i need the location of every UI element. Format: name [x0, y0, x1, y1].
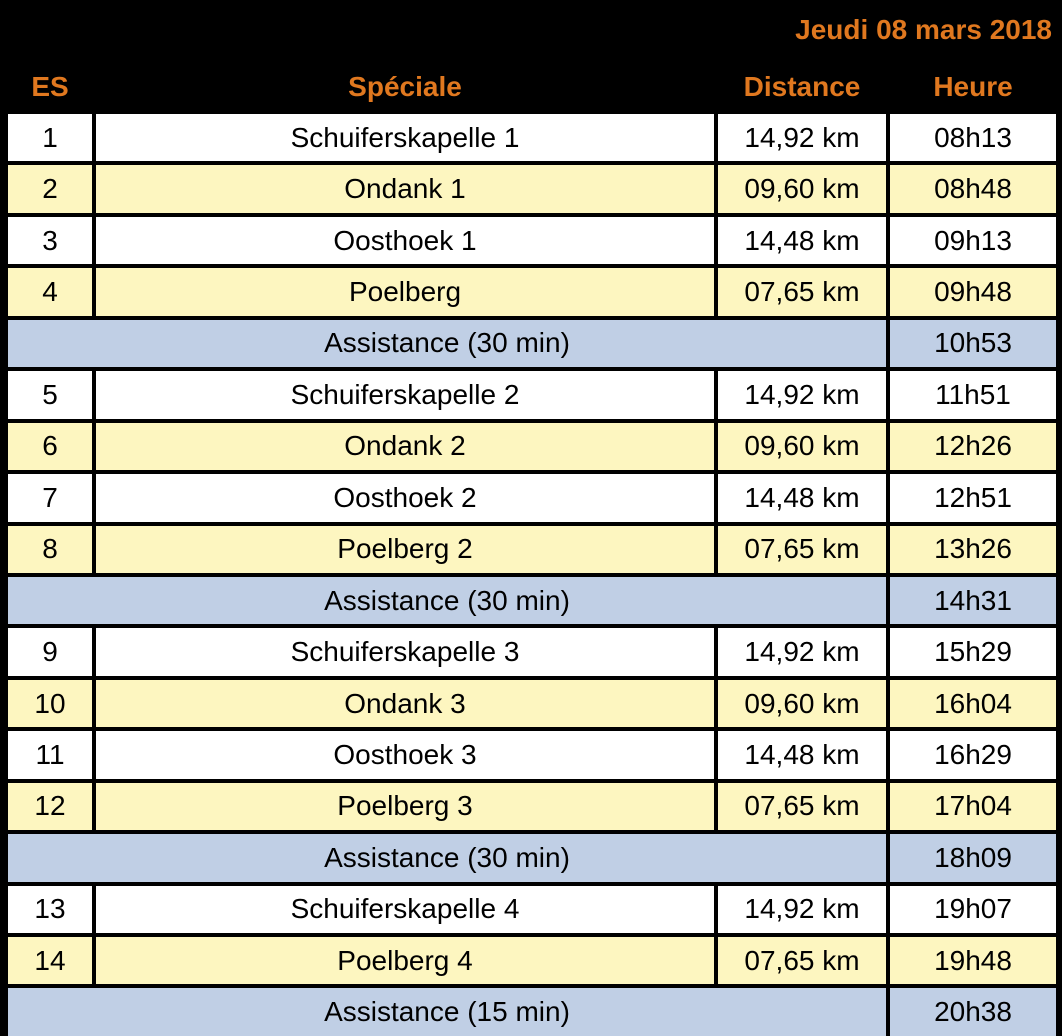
stage-name: Oosthoek 2: [96, 474, 714, 521]
stage-row: [0, 676, 1062, 727]
stage-row: [0, 727, 1062, 778]
assistance-label: Assistance (30 min): [8, 577, 886, 624]
stage-time: 16h29: [890, 731, 1056, 778]
stage-number: 1: [8, 114, 92, 161]
stage-time: 15h29: [890, 628, 1056, 675]
assistance-time: 10h53: [890, 320, 1056, 367]
stage-number: 14: [8, 937, 92, 984]
stage-name: Poelberg 3: [96, 783, 714, 830]
stage-time: 09h48: [890, 268, 1056, 315]
stage-number: 9: [8, 628, 92, 675]
stage-number: 6: [8, 423, 92, 470]
stage-distance: 14,92 km: [718, 886, 886, 933]
stage-time: 09h13: [890, 217, 1056, 264]
stage-distance: 14,92 km: [718, 628, 886, 675]
stage-time: 08h48: [890, 165, 1056, 212]
stage-number: 7: [8, 474, 92, 521]
stage-name: Ondank 1: [96, 165, 714, 212]
stage-row: [0, 367, 1062, 418]
stage-time: 13h26: [890, 526, 1056, 573]
header-es: ES: [31, 71, 69, 102]
assistance-label: Assistance (30 min): [8, 320, 886, 367]
header-heure: Heure: [933, 71, 1013, 102]
stage-distance: 14,92 km: [718, 371, 886, 418]
assistance-time: 18h09: [890, 834, 1056, 881]
stage-name: Oosthoek 1: [96, 217, 714, 264]
stage-row: [0, 264, 1062, 315]
stage-time: 17h04: [890, 783, 1056, 830]
stage-time: 19h07: [890, 886, 1056, 933]
schedule-date: Jeudi 08 mars 2018: [795, 14, 1052, 45]
stage-row: [0, 624, 1062, 675]
stage-time: 08h13: [890, 114, 1056, 161]
assistance-time: 20h38: [890, 988, 1056, 1035]
stage-number: 8: [8, 526, 92, 573]
stage-number: 13: [8, 886, 92, 933]
stage-distance: 07,65 km: [718, 937, 886, 984]
stage-number: 5: [8, 371, 92, 418]
stage-row: [0, 419, 1062, 470]
stage-name: Poelberg: [96, 268, 714, 315]
stage-time: 19h48: [890, 937, 1056, 984]
stage-row: [0, 522, 1062, 573]
stage-number: 3: [8, 217, 92, 264]
stage-distance: 14,48 km: [718, 217, 886, 264]
header-distance: Distance: [743, 71, 861, 102]
assistance-row: [0, 984, 1062, 1035]
stage-distance: 14,92 km: [718, 114, 886, 161]
stage-row: [0, 213, 1062, 264]
assistance-label: Assistance (30 min): [8, 834, 886, 881]
stage-row: [0, 882, 1062, 933]
stage-name: Ondank 3: [96, 680, 714, 727]
stage-number: 12: [8, 783, 92, 830]
stage-name: Poelberg 2: [96, 526, 714, 573]
header-row: [0, 62, 1062, 110]
stage-name: Schuiferskapelle 2: [96, 371, 714, 418]
table-body: [0, 110, 1062, 1036]
stage-number: 10: [8, 680, 92, 727]
stage-distance: 09,60 km: [718, 423, 886, 470]
stage-distance: 07,65 km: [718, 268, 886, 315]
stage-name: Schuiferskapelle 1: [96, 114, 714, 161]
stage-name: Oosthoek 3: [96, 731, 714, 778]
assistance-time: 14h31: [890, 577, 1056, 624]
stage-distance: 07,65 km: [718, 526, 886, 573]
stage-distance: 09,60 km: [718, 680, 886, 727]
header-speciale: Spéciale: [348, 71, 462, 102]
stage-row: [0, 779, 1062, 830]
stage-row: [0, 470, 1062, 521]
assistance-row: [0, 316, 1062, 367]
stage-name: Ondank 2: [96, 423, 714, 470]
stage-row: [0, 933, 1062, 984]
stage-time: 16h04: [890, 680, 1056, 727]
stage-row: [0, 110, 1062, 161]
stage-time: 12h26: [890, 423, 1056, 470]
stage-name: Schuiferskapelle 3: [96, 628, 714, 675]
stage-number: 4: [8, 268, 92, 315]
stage-time: 12h51: [890, 474, 1056, 521]
stage-distance: 09,60 km: [718, 165, 886, 212]
stage-distance: 07,65 km: [718, 783, 886, 830]
stage-name: Poelberg 4: [96, 937, 714, 984]
stage-number: 2: [8, 165, 92, 212]
stage-time: 11h51: [890, 371, 1056, 418]
date-row: [0, 0, 1062, 62]
stage-distance: 14,48 km: [718, 731, 886, 778]
stage-name: Schuiferskapelle 4: [96, 886, 714, 933]
stage-row: [0, 161, 1062, 212]
assistance-label: Assistance (15 min): [8, 988, 886, 1035]
assistance-row: [0, 573, 1062, 624]
assistance-row: [0, 830, 1062, 881]
stage-number: 11: [8, 731, 92, 778]
stage-distance: 14,48 km: [718, 474, 886, 521]
